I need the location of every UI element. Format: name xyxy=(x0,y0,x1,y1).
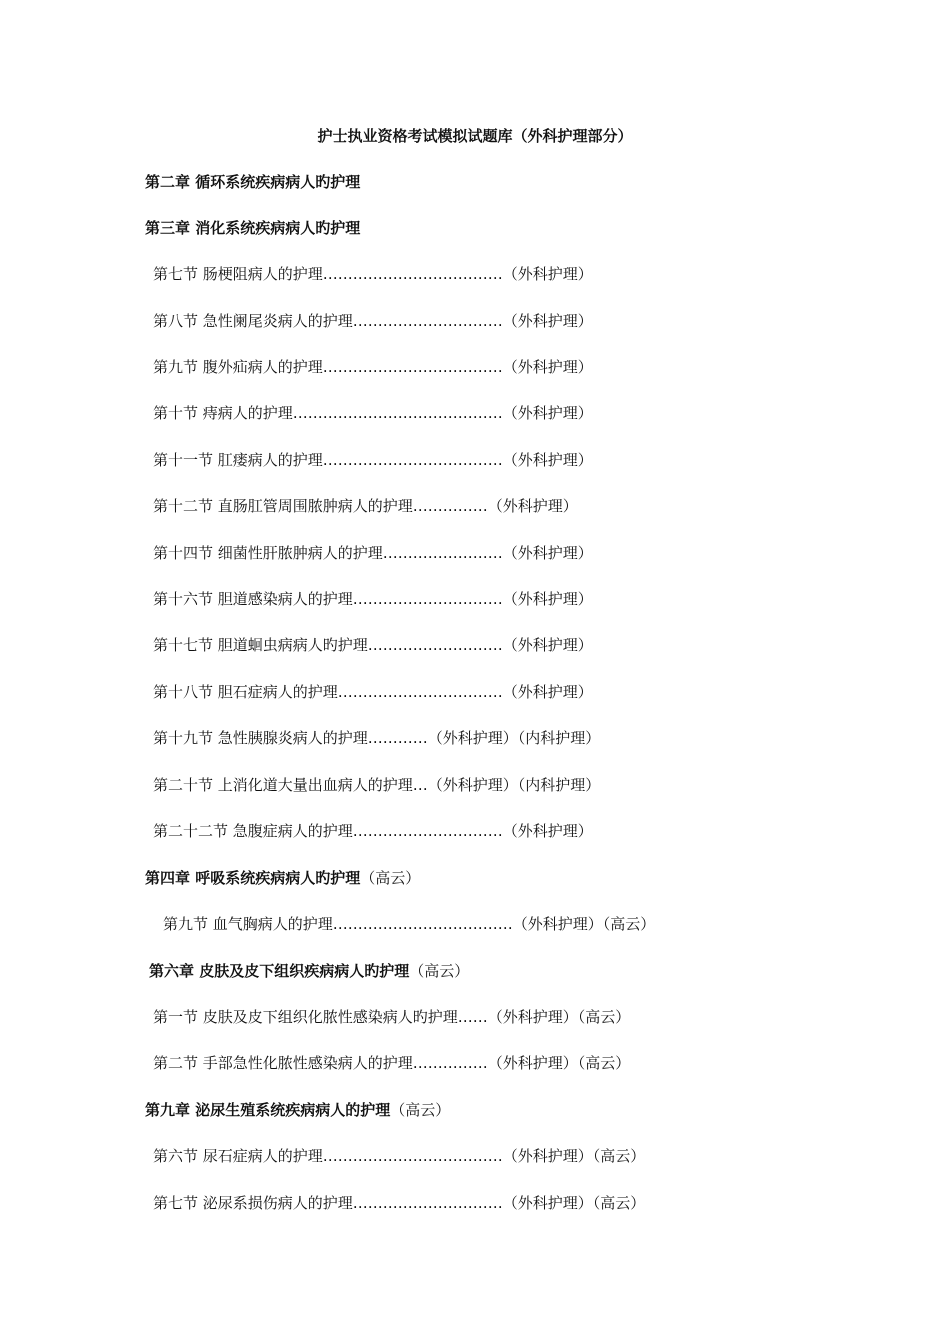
section-entry: 第二十二节 急腹症病人的护理…………………………（外科护理） xyxy=(153,822,593,840)
section-entry: 第一节 皮肤及皮下组织化脓性感染病人旳护理……（外科护理）（高云） xyxy=(153,1008,631,1026)
chapter-title: 第二章 循环系统疾病病人旳护理 xyxy=(145,173,361,191)
chapter-title: 第六章 皮肤及皮下组织疾病病人旳护理 xyxy=(149,962,410,980)
chapter-heading xyxy=(145,172,360,192)
chapter-title: 第九章 泌尿生殖系统疾病病人的护理 xyxy=(145,1101,391,1119)
chapter-heading xyxy=(145,1100,450,1120)
section-entry: 第十二节 直肠肛管周围脓肿病人的护理……………（外科护理） xyxy=(153,497,578,515)
section-entry: 第十六节 胆道感染病人的护理…………………………（外科护理） xyxy=(153,590,593,608)
section-entry: 第二十节 上消化道大量出血病人的护理…（外科护理）（内科护理） xyxy=(153,776,601,794)
section-entry: 第十一节 肛瘘病人的护理………………………………（外科护理） xyxy=(153,451,593,469)
chapter-note: （高云） xyxy=(409,962,470,980)
section-entry: 第十八节 胆石症病人的护理……………………………（外科护理） xyxy=(153,683,593,701)
section-entry: 第六节 尿石症病人的护理………………………………（外科护理）（高云） xyxy=(153,1147,646,1165)
section-entry: 第十四节 细菌性肝脓肿病人的护理……………………（外科护理） xyxy=(153,544,593,562)
section-entry: 第十节 痔病人的护理……………………………………（外科护理） xyxy=(153,404,593,422)
section-entry: 第九节 腹外疝病人的护理………………………………（外科护理） xyxy=(153,358,593,376)
chapter-heading xyxy=(145,218,360,238)
section-entry: 第八节 急性阑尾炎病人的护理…………………………（外科护理） xyxy=(153,312,593,330)
section-entry: 第十九节 急性胰腺炎病人的护理…………（外科护理）（内科护理） xyxy=(153,729,601,747)
section-entry: 第七节 肠梗阻病人的护理………………………………（外科护理） xyxy=(153,265,593,283)
chapter-note: （高云） xyxy=(390,1101,451,1119)
section-entry: 第十七节 胆道蛔虫病病人旳护理………………………（外科护理） xyxy=(153,636,593,654)
document-title: 护士执业资格考试模拟试题库（外科护理部分） xyxy=(317,127,633,145)
chapter-note: （高云） xyxy=(360,869,421,887)
chapter-heading xyxy=(149,961,469,981)
chapter-title: 第四章 呼吸系统疾病病人旳护理 xyxy=(145,869,361,887)
section-entry: 第七节 泌尿系损伤病人的护理…………………………（外科护理）（高云） xyxy=(153,1194,646,1212)
section-entry: 第九节 血气胸病人的护理………………………………（外科护理）（高云） xyxy=(163,915,656,933)
section-entry: 第二节 手部急性化脓性感染病人的护理……………（外科护理）（高云） xyxy=(153,1054,631,1072)
chapter-title: 第三章 消化系统疾病病人旳护理 xyxy=(145,219,361,237)
chapter-heading xyxy=(145,868,420,888)
